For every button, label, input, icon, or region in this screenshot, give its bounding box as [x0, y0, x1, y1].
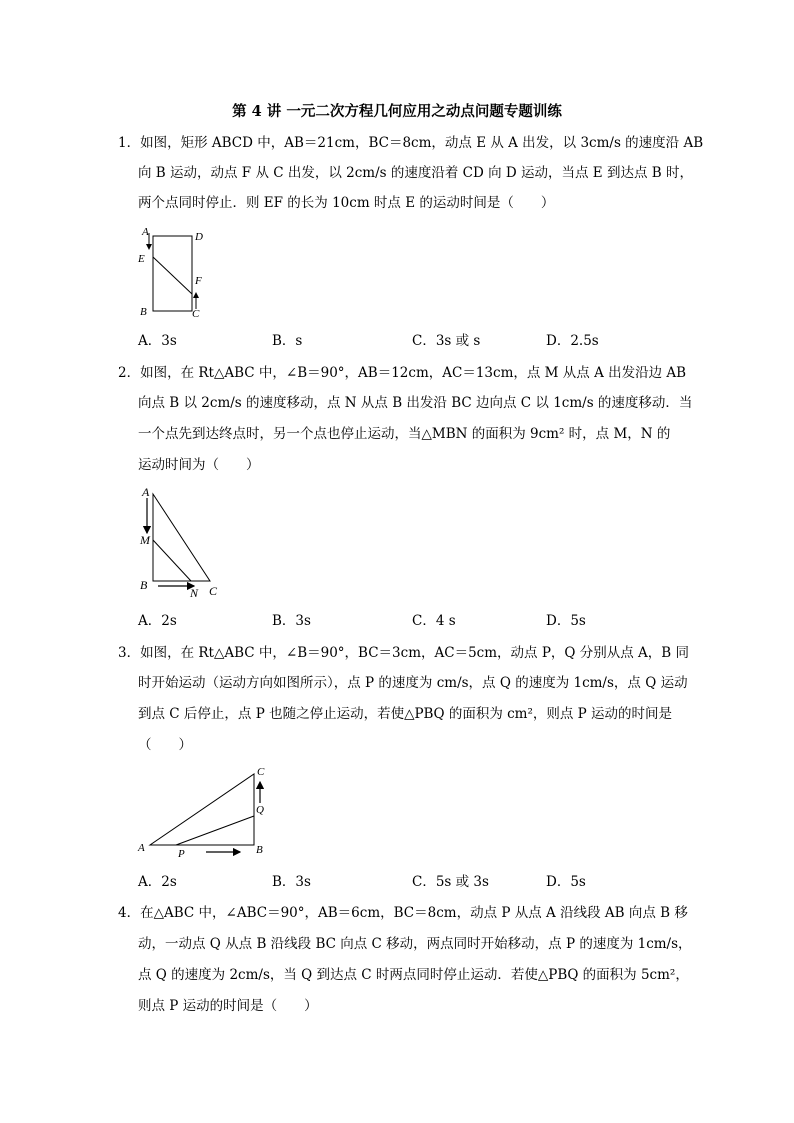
q3-option-c[interactable]: C．5s 或 3s: [412, 874, 489, 890]
label-a: A: [138, 842, 145, 854]
segment-ef: [153, 257, 192, 294]
q2-option-d[interactable]: D．5s: [546, 613, 586, 629]
label-n: N: [190, 586, 199, 600]
triangle-abc: [153, 494, 210, 581]
q4-line-3: 点 Q 的速度为 2cm/s，当 Q 到达点 C 时两点同时停止运动．若使△PBQ 的面积为 5cm²，: [138, 967, 689, 983]
q1-option-d[interactable]: D．2.5s: [546, 333, 599, 349]
label-c: C: [209, 584, 218, 598]
q3-option-b[interactable]: B．3s: [272, 874, 311, 890]
q3-option-d[interactable]: D．5s: [546, 874, 586, 890]
q2-line-2: 向点 B 以 2cm/s 的速度移动，点 N 从点 B 出发沿 BC 边向点 C 以 1cm/s 的速度移动．当: [138, 395, 693, 411]
q2-triangle-figure: [134, 485, 234, 600]
q1-option-c[interactable]: C．3s 或 s: [412, 333, 481, 349]
q1-line-2: 向 B 运动，动点 F 从 C 出发，以 2cm/s 的速度沿着 CD 向 D 运动，当点 E 到达点 B 时，: [138, 165, 693, 181]
label-c: C: [257, 766, 265, 778]
label-b: B: [140, 306, 147, 318]
q1-option-a[interactable]: A．3s: [138, 333, 177, 349]
triangle-abc: [150, 774, 254, 845]
q4-line-4: 则点 P 运动的时间是（ ）: [138, 998, 318, 1014]
q3-line-3: 到点 C 后停止，点 P 也随之停止运动，若使△PBQ 的面积为 cm²，则点 P 运动的时间是: [138, 706, 673, 722]
label-m: M: [140, 533, 150, 547]
label-e: E: [138, 253, 145, 265]
label-q: Q: [256, 804, 264, 816]
q4-line-2: 动，一动点 Q 从点 B 沿线段 BC 向点 C 移动，两点同时开始移动，点 P 的速度为 1cm/s，: [138, 936, 692, 952]
q2-line-4: 运动时间为（ ）: [138, 457, 260, 473]
q3-option-a[interactable]: A．2s: [138, 874, 177, 890]
q3-line-4: （ ）: [138, 737, 192, 753]
label-a: A: [142, 226, 149, 238]
q4-line-1: 4．在△ABC 中，∠ABC＝90°，AB＝6cm，BC＝8cm，动点 P 从点 A 沿线段 AB 向点 B 移: [118, 905, 688, 921]
rect-abcd: [153, 236, 192, 311]
label-f: F: [195, 275, 202, 287]
label-c: C: [192, 308, 200, 320]
label-b: B: [140, 578, 148, 592]
segment-pq: [176, 816, 254, 845]
q3-line-1: 3．如图，在 Rt△ABC 中，∠B＝90°，BC＝3cm，AC＝5cm，动点 P，Q 分别从点 A，B 同: [118, 645, 690, 661]
q3-triangle-figure: [134, 765, 274, 860]
label-b: B: [256, 844, 263, 856]
q2-line-1: 2．如图，在 Rt△ABC 中，∠B＝90°，AB＝12cm，AC＝13cm，点 M 从点 A 出发沿边 AB: [118, 365, 687, 381]
q2-option-b[interactable]: B．3s: [272, 613, 311, 629]
q1-option-b[interactable]: B．s: [272, 333, 303, 349]
q1-rectangle-figure: [134, 226, 214, 320]
q2-option-c[interactable]: C．4 s: [412, 613, 456, 629]
q2-line-3: 一个点先到达终点时，另一个点也停止运动，当△MBN 的面积为 9cm² 时，点 M，N 的: [138, 426, 671, 442]
q1-line-3: 两个点同时停止．则 EF 的长为 10cm 时点 E 的运动时间是（ ）: [138, 195, 555, 211]
segment-mn: [153, 540, 191, 581]
q2-option-a[interactable]: A．2s: [138, 613, 177, 629]
page-title: 第 4 讲 一元二次方程几何应用之动点问题专题训练: [232, 103, 562, 120]
label-d: D: [195, 231, 203, 243]
q1-line-1: 1．如图，矩形 ABCD 中，AB＝21cm，BC＝8cm，动点 E 从 A 出发，以 3cm/s 的速度沿 AB: [118, 135, 704, 151]
q3-line-2: 时开始运动（运动方向如图所示），点 P 的速度为 cm/s，点 Q 的速度为 1cm/s，点 Q 运动: [138, 675, 688, 691]
label-a: A: [142, 485, 150, 499]
label-p: P: [178, 848, 185, 860]
